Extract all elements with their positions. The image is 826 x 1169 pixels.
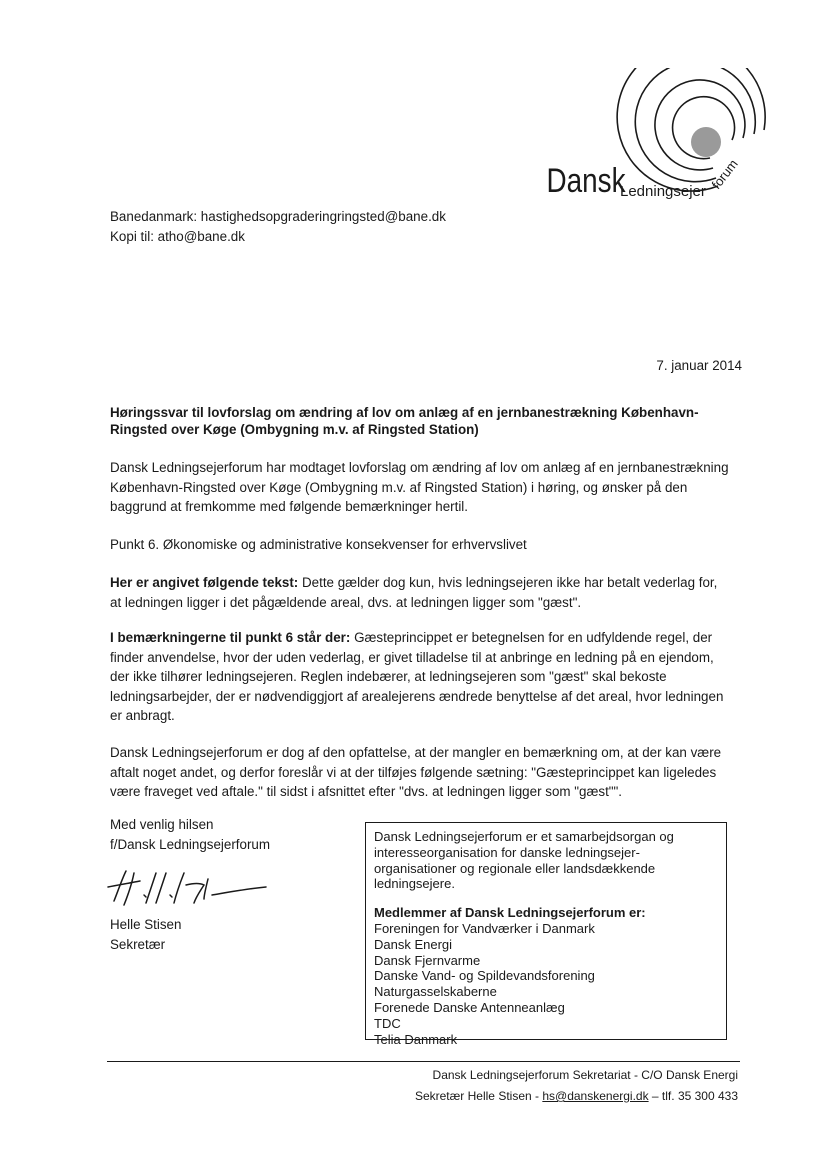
member-item: Naturgasselskaberne <box>374 984 497 1000</box>
footer-phone: – tlf. 35 300 433 <box>648 1089 738 1103</box>
recipient-line: Banedanmark: hastighedsopgraderingringsted@bane.dk <box>110 209 446 224</box>
member-item: Dansk Fjernvarme <box>374 952 481 968</box>
company-logo <box>540 68 770 208</box>
body-paragraph <box>110 573 730 612</box>
footer-address: Dansk Ledningsejerforum Sekretariat - C/O Dansk Energi <box>432 1068 738 1082</box>
sender-org: f/Dansk Ledningsejerforum <box>110 836 271 852</box>
letter-date: 7. januar 2014 <box>656 358 742 373</box>
paragraph-text: Dette gælder dog kun, hvis ledningsejeren ikke har betalt vederlag for, at ledningen ligger i det pågældende areal, dvs. at ledningen ligger som "gæst". <box>110 575 718 610</box>
signature-graphic <box>104 865 274 913</box>
organization-description: Dansk Ledningsejerforum er et samarbejdsorgan og interesseorganisation for danske ledningsejer-organisationer og regionale eller landsdækkende ledningsejere. <box>374 829 674 892</box>
body-paragraph: Dansk Ledningsejerforum har modtaget lovforslag om ændring af lov om anlæg af en jernbanestrækning København-Ringsted over Køge (Ombygning m.v. af Ringsted Station) i høring, og ønsker på den baggrund at fremkomme med følgende bemærkninger hertil. <box>110 460 729 514</box>
paragraph-lead: Her er angivet følgende tekst: <box>110 575 299 590</box>
signer-title: Sekretær <box>110 936 166 952</box>
recipient-block <box>110 207 446 246</box>
body-paragraph: Dansk Ledningsejerforum er dog af den opfattelse, at der mangler en bemærkning om, at der kan være aftalt noget andet, og derfor foreslår vi at der tilføjes følgende sætning: "Gæsteprincippet kan ligeledes være fraveget ved aftale." til sidst i afsnittet efter "dvs. at ledningen ligger som "gæst"". <box>110 745 722 799</box>
footer-contact-prefix: Sekretær Helle Stisen - <box>414 1089 543 1103</box>
footer-contact <box>415 1089 738 1103</box>
organization-info-box <box>365 822 727 1047</box>
signer-block <box>110 915 181 954</box>
greeting: Med venlig hilsen <box>110 817 214 832</box>
member-item: TDC <box>374 1015 401 1031</box>
footer-divider <box>107 1061 740 1062</box>
body-paragraph <box>110 628 730 726</box>
member-item: Forenede Danske Antenneanlæg <box>374 999 565 1015</box>
svg-text:Dansk: Dansk <box>546 161 626 200</box>
paragraph-text: Gæsteprincippet er betegnelsen for en udfyldende regel, der finder anvendelse, hvor der uden vederlag, er givet tilladelse til at anbringe en ledning på en ejendom, der ikke tilhører ledningsejeren. Reglen indebærer, at ledningsejeren som "gæst" skal bekoste ledningsarbejder, der er nødvendiggjort af arealejerens ændrede benyttelse af det areal, hvor ledningen er anbragt. <box>110 630 724 723</box>
handwritten-signature <box>104 865 274 913</box>
member-item: Foreningen for Vandværker i Danmark <box>374 920 595 936</box>
section-reference: Punkt 6. Økonomiske og administrative konsekvenser for erhvervslivet <box>110 537 527 552</box>
svg-text:Ledningsejer: Ledningsejer <box>620 183 706 200</box>
member-item: Dansk Energi <box>374 936 453 952</box>
paragraph-lead: I bemærkningerne til punkt 6 står der: <box>110 630 351 645</box>
members-heading: Medlemmer af Dansk Ledningsejerforum er: <box>374 905 646 921</box>
signer-name: Helle Stisen <box>110 917 182 932</box>
svg-text:forum: forum <box>708 156 741 192</box>
cc-line: Kopi til: atho@bane.dk <box>110 228 245 244</box>
footer-email-link[interactable]: hs@danskenergi.dk <box>542 1089 649 1103</box>
logo-graphic <box>540 68 770 208</box>
member-item: Danske Vand- og Spildevandsforening <box>374 968 595 984</box>
closing-block <box>110 815 270 854</box>
letter-subject: Høringssvar til lovforslag om ændring af lov om anlæg af en jernbanestrækning København-Ringsted over Køge (Ombygning m.v. af Ringsted Station) <box>110 405 699 437</box>
member-item: Telia Danmark <box>374 1031 458 1047</box>
